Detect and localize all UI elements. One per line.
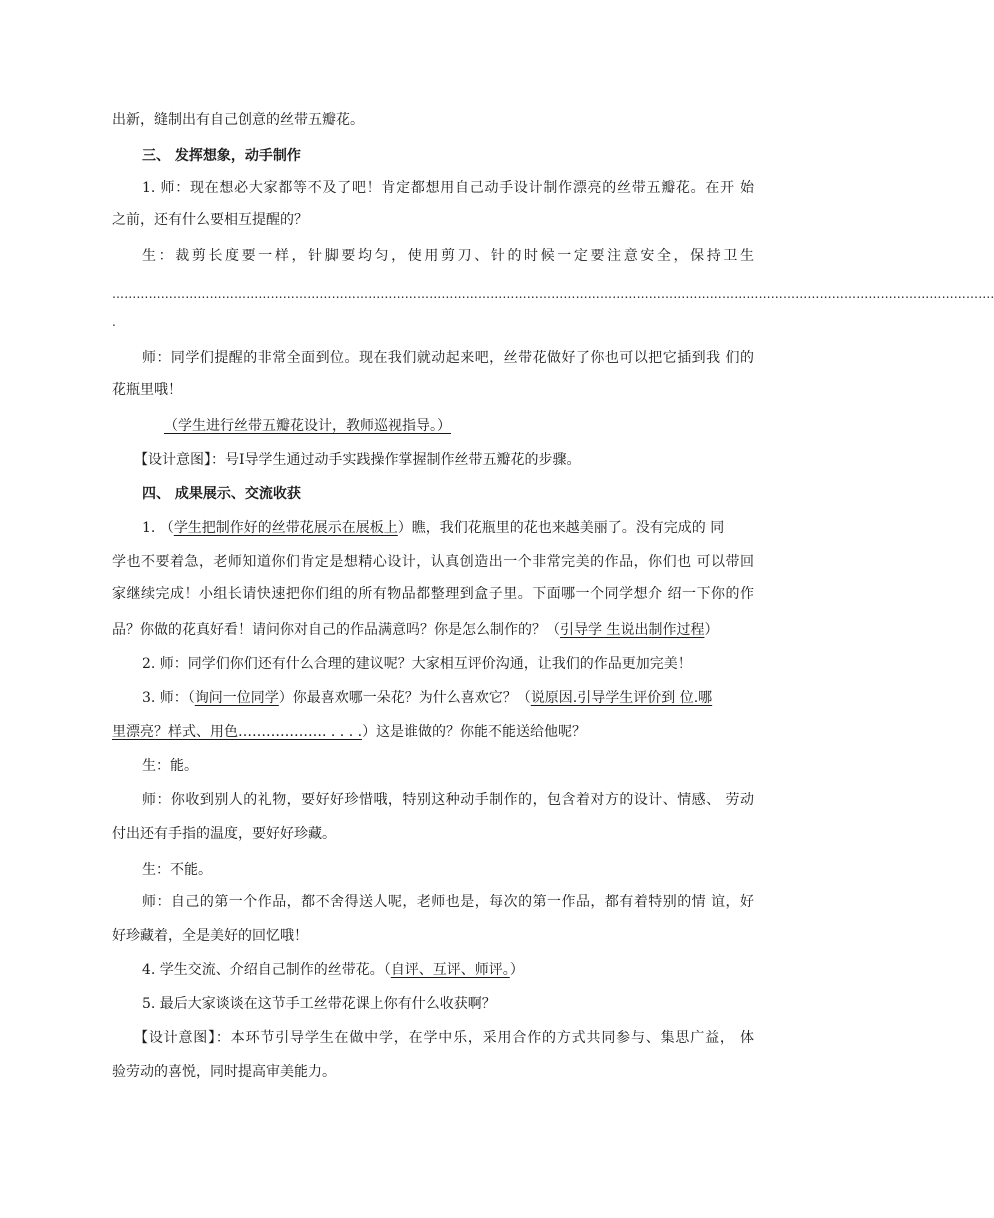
paragraph-line: 师：你收到别人的礼物，要好好珍惜哦，特别这种动手制作的，包含着对方的设计、情感、 劳动 bbox=[142, 792, 754, 808]
paragraph-line: 家继续完成！小组长请快速把你们组的所有物品都整理到盒子里。下面哪一个同学想介 绍一下你的作 bbox=[112, 586, 754, 602]
paragraph-line: 之前，还有什么要相互提醒的？ bbox=[112, 212, 308, 228]
text-span: 4. 学生交流、介绍自己制作的丝带花。（ bbox=[142, 962, 391, 978]
paragraph-line bbox=[142, 960, 524, 980]
text-span: ） bbox=[704, 622, 719, 638]
paragraph-line: 2. 师：同学们你们还有什么合理的建议呢？大家相互评价沟通，让我们的作品更加完美！ bbox=[142, 656, 692, 672]
text-span: ） bbox=[509, 962, 524, 978]
paragraph-line bbox=[142, 518, 724, 538]
text-span: ）你最喜欢哪一朵花？为什么喜欢它？（ bbox=[278, 690, 531, 706]
underlined-span: 自评、互评、师评。 bbox=[390, 962, 510, 978]
paragraph-line: 生：裁剪长度要一样，针脚要均匀，使用剪刀、针的时候一定要注意安全，保持卫生 bbox=[142, 248, 754, 264]
paragraph-line bbox=[142, 688, 712, 708]
paragraph-line: 验劳动的喜悦，同时提高审美能力。 bbox=[112, 1064, 336, 1080]
underlined-span: 里漂亮？样式、用色………………. . . . . bbox=[112, 724, 363, 740]
text-span: 1. （ bbox=[142, 520, 174, 536]
paragraph-line: 好珍藏着，全是美好的回忆哦！ bbox=[112, 928, 308, 944]
section-heading-3: 三、 发挥想象，动手制作 bbox=[142, 148, 301, 164]
paragraph-line: 1. 师：现在想必大家都等不及了吧！肯定都想用自己动手设计制作漂亮的丝带五瓣花。在开 始 bbox=[142, 180, 754, 196]
paragraph-line: 付出还有手指的温度，要好好珍藏。 bbox=[112, 826, 336, 842]
paragraph-line bbox=[112, 620, 718, 640]
text-span: ）这是谁做的？你能不能送给他呢？ bbox=[362, 724, 587, 740]
paragraph-line: 花瓶里哦！ bbox=[112, 382, 182, 398]
text-span: 品？你做的花真好看！请问你对自己的作品满意吗？你是怎么制作的？（ bbox=[112, 622, 560, 638]
design-intent: 【设计意图】：号I导学生通过动手实践操作掌握制作丝带五瓣花的步骤。 bbox=[134, 452, 581, 468]
underlined-span: 引导学 生说出制作过程 bbox=[560, 622, 705, 638]
section-heading-4: 四、 成果展示、交流收获 bbox=[142, 486, 301, 502]
underlined-span: 询问一位同学 bbox=[194, 690, 279, 706]
paragraph-line: 5. 最后大家谈谈在这节手工丝带花课上你有什么收获啊？ bbox=[142, 996, 496, 1012]
design-intent: 【设计意图】：本环节引导学生在做中学，在学中乐，采用合作的方式共同参与、集思广益， 体 bbox=[134, 1030, 754, 1046]
underlined-span: 说原因.引导学生评价到 位.哪 bbox=[530, 690, 713, 706]
paragraph-line: 生：不能。 bbox=[142, 862, 212, 878]
paragraph-line: 师：同学们提醒的非常全面到位。现在我们就动起来吧，丝带花做好了你也可以把它插到我 们的 bbox=[142, 350, 754, 366]
paragraph-line: . bbox=[112, 315, 116, 329]
paragraph-line: 生：能。 bbox=[142, 758, 198, 774]
dotted-leader: ………………………………………………………………………………………………………………………………………………………………………………………………. bbox=[112, 287, 994, 301]
underlined-span: 学生把制作好的丝带花展示在展板上 bbox=[173, 520, 398, 536]
paragraph-line: 师：自己的第一个作品，都不舍得送人呢，老师也是，每次的第一作品，都有着特别的情 谊，好 bbox=[142, 894, 754, 910]
text-span: ）瞧，我们花瓶里的花也来越美丽了。没有完成的 同 bbox=[397, 520, 725, 536]
paragraph-line bbox=[112, 722, 586, 742]
paragraph-line: 学也不要着急，老师知道你们肯定是想精心设计，认真创造出一个非常完美的作品，你们也 可以带回 bbox=[112, 554, 754, 570]
paragraph-line: 出新，缝制出有自己创意的丝带五瓣花。 bbox=[112, 112, 364, 128]
document-page bbox=[112, 0, 994, 1218]
activity-note: （学生进行丝带五瓣花设计，教师巡视指导。） bbox=[164, 418, 451, 434]
text-span: 3. 师：（ bbox=[142, 690, 195, 706]
